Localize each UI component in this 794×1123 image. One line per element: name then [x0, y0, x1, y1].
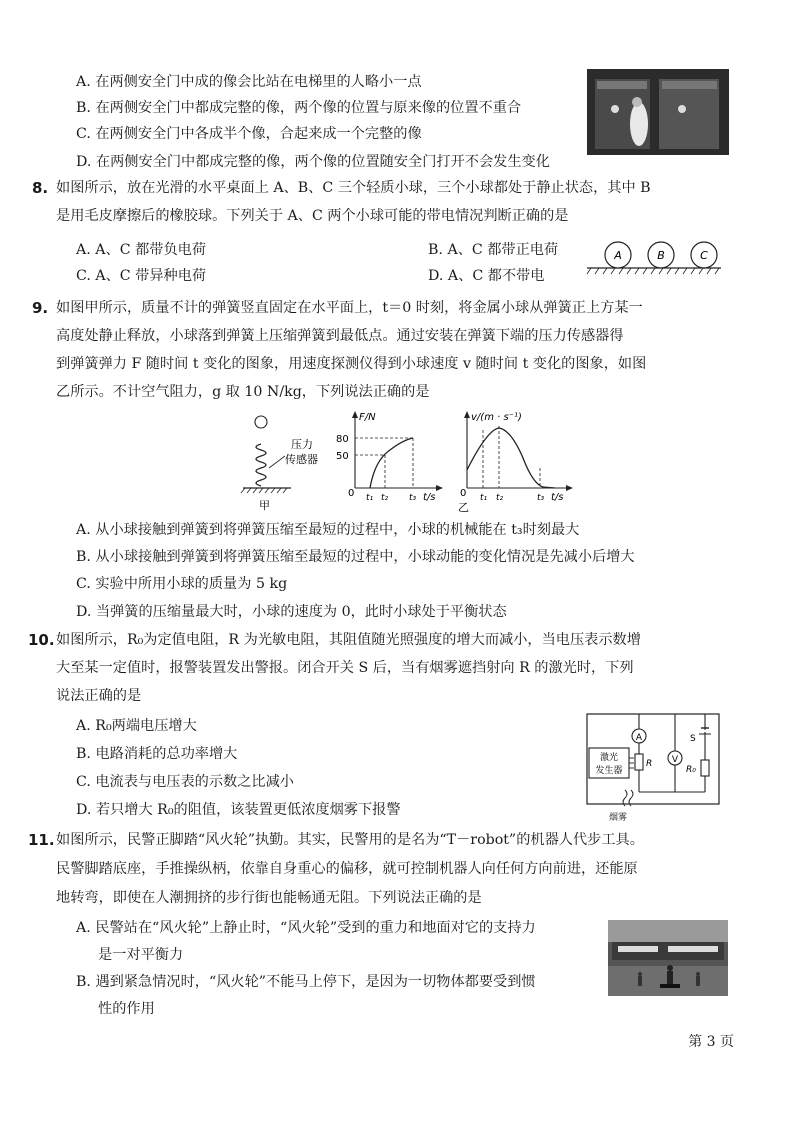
q9-option-a: A. 从小球接触到弹簧到将弹簧压缩至最短的过程中，小球的机械能在 t₃时刻最大 — [76, 522, 580, 538]
ammeter-label: A — [635, 733, 643, 743]
q9-v-t2: t₂ — [496, 493, 504, 503]
q9-f-t3: t₃ — [409, 493, 417, 503]
ball-c-label: C — [700, 249, 708, 262]
r-label: R — [646, 759, 653, 769]
q11-stem-line-1: 如图所示，民警正脚踏“风火轮”执勤。其实，民警用的是名为“T－robot”的机器人代步工具。 — [56, 832, 644, 848]
q11-option-a-line-1: A. 民警站在“风火轮”上静止时，“风火轮”受到的重力和地面对它的支持力 — [76, 920, 536, 936]
q8-stem-line-1: 如图所示，放在光滑的水平桌面上 A、B、C 三个轻质小球，三个小球都处于静止状态，其中 B — [56, 180, 651, 196]
q9-figure — [225, 408, 585, 518]
q9-f-origin: 0 — [348, 488, 355, 499]
photoresistor — [635, 754, 643, 770]
q9-sensor-label-1: 压力 — [291, 438, 313, 451]
q9-v-origin: 0 — [460, 488, 467, 499]
q10-stem-line-3: 说法正确的是 — [56, 688, 142, 704]
r0-resistor — [701, 760, 709, 776]
q9-label-yi: 乙 — [458, 501, 469, 514]
q9-f-axis-label: F/N — [359, 412, 376, 423]
q11-police-photo — [608, 920, 728, 996]
q9-spring — [256, 444, 266, 486]
r0-label: R₀ — [686, 765, 696, 775]
q10-circuit-figure — [573, 708, 733, 826]
q8-balls-figure — [585, 238, 725, 278]
q8-stem-line-2: 是用毛皮摩擦后的橡胶球。下列关于 A、C 两个小球可能的带电情况判断正确的是 — [56, 208, 569, 224]
q10-option-c: C. 电流表与电压表的示数之比减小 — [76, 774, 294, 790]
q11-number: 11. — [28, 831, 55, 849]
q8-option-a: A. A、C 都带负电荷 — [76, 242, 207, 258]
ball-a-label: A — [614, 249, 622, 262]
q9-v-t1: t₁ — [480, 493, 488, 503]
q10-number: 10. — [28, 631, 55, 649]
q9-option-c: C. 实验中所用小球的质量为 5 kg — [76, 576, 288, 592]
q10-option-d: D. 若只增大 R₀的阻值，该装置更低浓度烟雾下报警 — [76, 802, 401, 818]
q9-f-curve — [370, 438, 413, 488]
q11-stem-line-3: 地转弯，即使在人潮拥挤的步行街也能畅通无阻。下列说法正确的是 — [56, 890, 482, 906]
q9-f-t-axis: t/s — [423, 492, 436, 503]
q10-stem-line-1: 如图所示，R₀为定值电阻，R 为光敏电阻，其阻值随光照强度的增大而减小，当电压表示数增 — [56, 632, 641, 648]
page-number: 第 3 页 — [688, 1034, 734, 1050]
q11-stem-line-2: 民警脚踏底座，手推操纵柄，依靠自身重心的偏移，就可控制机器人向任何方向前进，还能原 — [56, 861, 638, 877]
q9-stem-line-1: 如图甲所示，质量不计的弹簧竖直固定在水平面上，t＝0 时刻，将金属小球从弹簧正上方某一 — [56, 300, 643, 316]
q7-option-c: C. 在两侧安全门中各成半个像，合起来成一个完整的像 — [76, 126, 422, 142]
q9-ball — [255, 416, 267, 428]
q9-label-jia: 甲 — [259, 499, 270, 512]
q9-v-curve — [467, 428, 555, 488]
q11-photo-art — [608, 920, 728, 996]
smoke-label: 烟雾 — [609, 813, 628, 823]
q8-option-c: C. A、C 带异种电荷 — [76, 268, 207, 284]
q9-f-t1: t₁ — [366, 493, 374, 503]
q8-option-b: B. A、C 都带正电荷 — [428, 242, 559, 258]
q9-option-d: D. 当弹簧的压缩量最大时，小球的速度为 0，此时小球处于平衡状态 — [76, 604, 507, 620]
switch-label: S — [690, 734, 696, 744]
q9-f-50: 50 — [336, 451, 349, 462]
q7-option-a: A. 在两侧安全门中成的像会比站在电梯里的人略小一点 — [76, 74, 422, 90]
q9-stem-line-3: 到弹簧弹力 F 随时间 t 变化的图象，用速度探测仪得到小球速度 v 随时间 t 变化的图象，如图 — [56, 356, 647, 372]
q7-photo-art — [587, 69, 729, 155]
q9-v-t3: t₃ — [537, 493, 545, 503]
q9-v-t-axis: t/s — [551, 492, 564, 503]
q7-option-d: D. 在两侧安全门中都成完整的像，两个像的位置随安全门打开不会发生变化 — [76, 154, 550, 170]
q7-option-b: B. 在两侧安全门中都成完整的像，两个像的位置与原来像的位置不重合 — [76, 100, 522, 116]
q10-option-b: B. 电路消耗的总功率增大 — [76, 746, 238, 762]
q11-option-b-line-1: B. 遇到紧急情况时，“风火轮”不能马上停下，是因为一切物体都要受到惯 — [76, 974, 536, 990]
q8-number: 8. — [32, 179, 49, 197]
laser-label-2: 发生器 — [595, 766, 623, 776]
q9-option-b: B. 从小球接触到弹簧到将弹簧压缩至最短的过程中，小球动能的变化情况是先减小后增大 — [76, 549, 635, 565]
q11-option-a-line-2: 是一对平衡力 — [98, 947, 184, 963]
q7-elevator-photo — [587, 69, 729, 155]
q10-option-a: A. R₀两端电压增大 — [76, 718, 197, 734]
ball-b-label: B — [657, 249, 665, 262]
q9-sensor-label-2: 传感器 — [285, 453, 318, 466]
laser-label-1: 激光 — [599, 753, 619, 763]
q9-v-axis-label: v/(m · s⁻¹) — [471, 412, 522, 423]
q9-number: 9. — [32, 299, 49, 317]
q8-option-d: D. A、C 都不带电 — [428, 268, 545, 284]
q10-stem-line-2: 大至某一定值时，报警装置发出警报。闭合开关 S 后，当有烟雾遮挡射向 R 的激光时，下列 — [56, 660, 634, 676]
q9-stem-line-2: 高度处静止释放，小球落到弹簧上压缩弹簧到最低点。通过安装在弹簧下端的压力传感器得 — [56, 328, 624, 344]
q11-option-b-line-2: 性的作用 — [98, 1001, 155, 1017]
q9-f-80: 80 — [336, 434, 349, 445]
q9-f-t2: t₂ — [381, 493, 389, 503]
q9-stem-line-4: 乙所示。不计空气阻力，g 取 10 N/kg，下列说法正确的是 — [56, 384, 430, 400]
voltmeter-label: V — [671, 755, 679, 765]
